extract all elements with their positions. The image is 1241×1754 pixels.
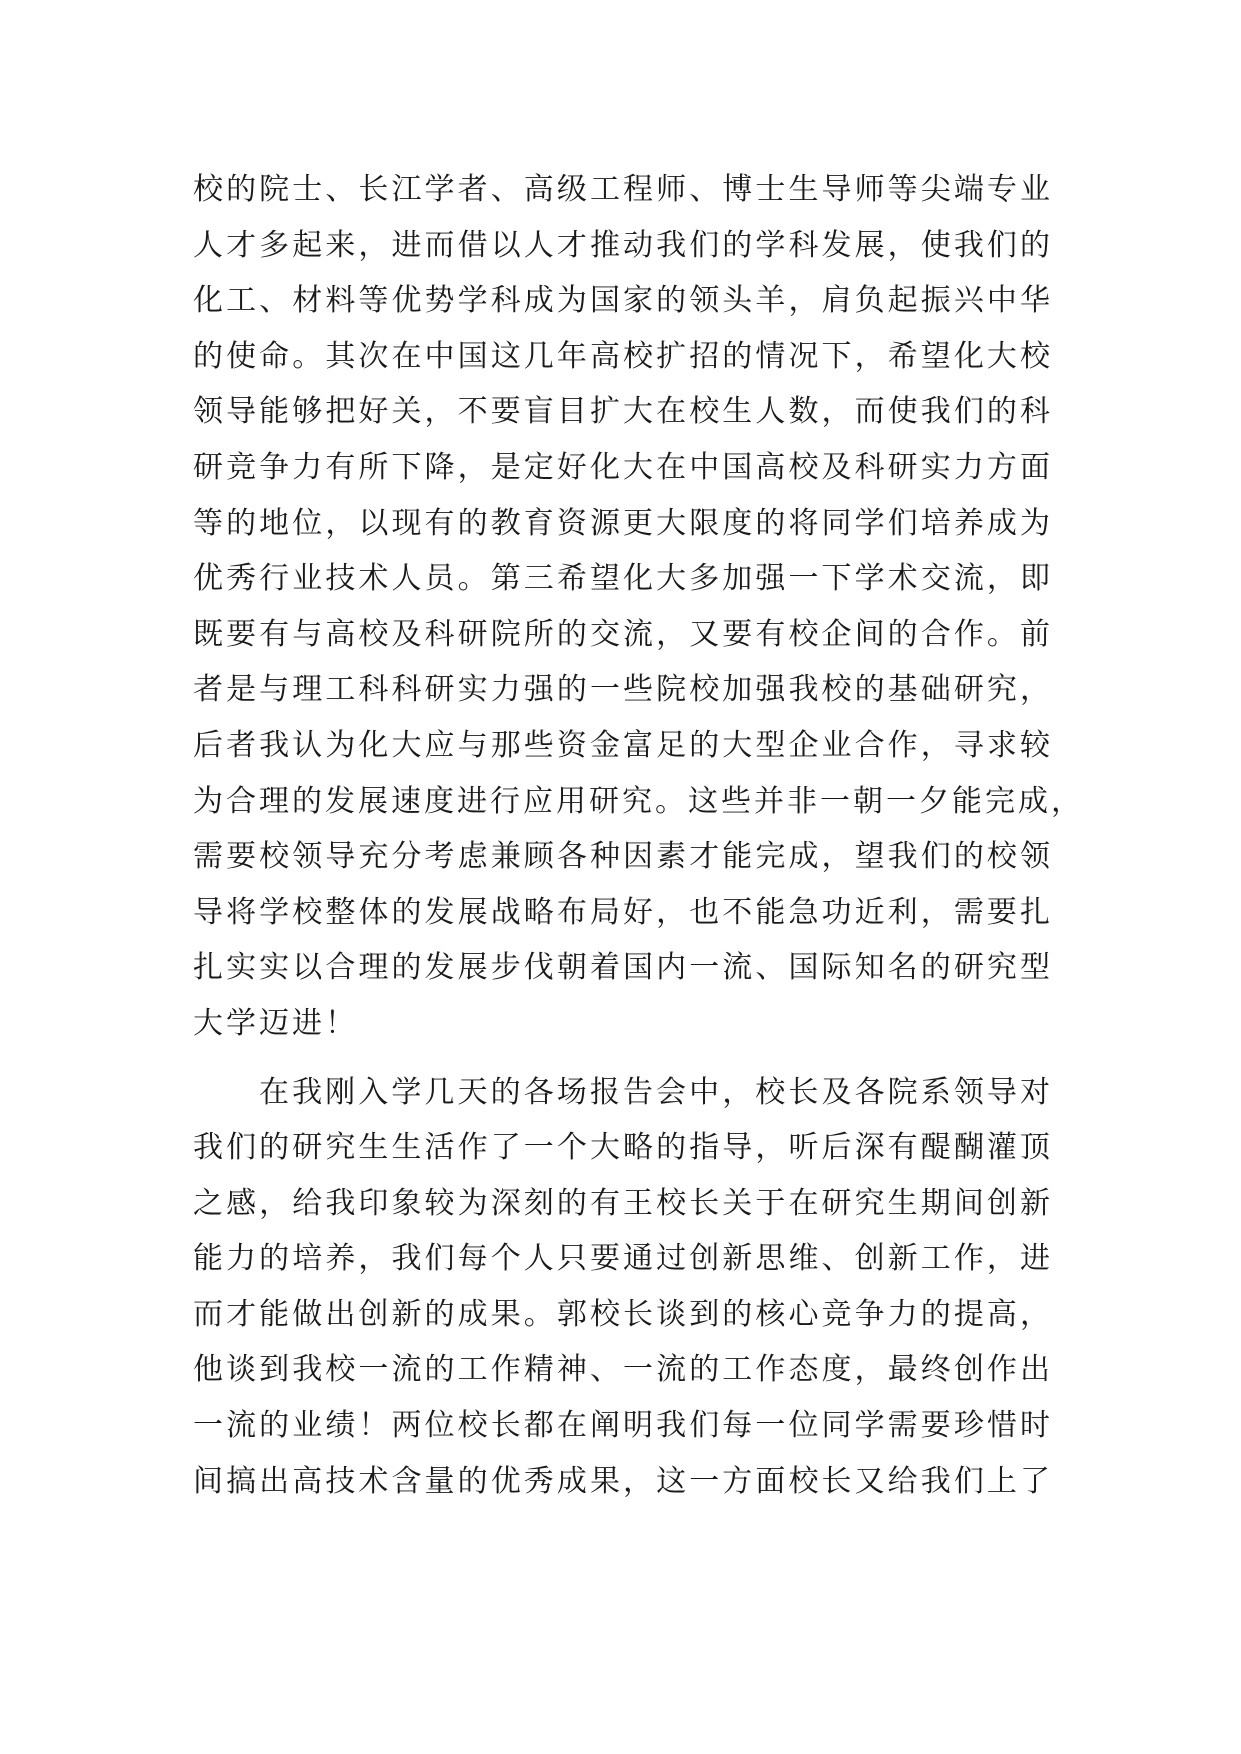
text-line: 研竞争力有所下降，是定好化大在中国高校及科研实力方面 [193,449,1053,485]
text-line: 后者我认为化大应与那些资金富足的大型企业合作，寻求较 [193,727,1053,763]
text-line: 一流的业绩！两位校长都在阐明我们每一位同学需要珍惜时 [193,1408,1053,1444]
text-line: 之感，给我印象较为深刻的有王校长关于在研究生期间创新 [193,1185,1053,1221]
text-line: 在我刚入学几天的各场报告会中，校长及各院系领导对 [259,1074,1053,1110]
text-line: 等的地位，以现有的教育资源更大限度的将同学们培养成为 [193,505,1053,541]
text-line: 既要有与高校及科研院所的交流，又要有校企间的合作。前 [193,616,1053,652]
text-line: 优秀行业技术人员。第三希望化大多加强一下学术交流，即 [193,561,1053,597]
text-line: 扎实实以合理的发展步伐朝着国内一流、国际知名的研究型 [193,950,1053,986]
text-line: 的使命。其次在中国这几年高校扩招的情况下，希望化大校 [193,338,1053,374]
paragraph-gap [193,1052,1053,1065]
text-line: 需要校领导充分考虑兼顾各种因素才能完成，望我们的校领 [193,839,1053,875]
text-line: 校的院士、长江学者、高级工程师、博士生导师等尖端专业 [193,172,1053,207]
text-line: 间搞出高技术含量的优秀成果，这一方面校长又给我们上了 [193,1463,1053,1499]
text-line: 化工、材料等优势学科成为国家的领头羊，肩负起振兴中华 [193,283,1053,319]
text-line: 为合理的发展速度进行应用研究。这些并非一朝一夕能完成， [193,783,1084,819]
paragraph-1 [193,162,1084,1052]
text-line: 我们的研究生生活作了一个大略的指导，听后深有醍醐灌顶 [193,1130,1053,1166]
text-line: 而才能做出创新的成果。郭校长谈到的核心竞争力的提高， [193,1296,1053,1332]
body-text [193,162,1084,1509]
text-line: 人才多起来，进而借以人才推动我们的学科发展，使我们的 [193,227,1053,263]
text-line: 领导能够把好关，不要盲目扩大在校生人数，而使我们的科 [193,394,1053,430]
text-line: 者是与理工科科研实力强的一些院校加强我校的基础研究， [193,672,1053,708]
text-line: 导将学校整体的发展战略布局好，也不能急功近利，需要扎 [193,894,1053,930]
text-line: 他谈到我校一流的工作精神、一流的工作态度，最终创作出 [193,1352,1053,1388]
paragraph-2 [193,1065,1053,1510]
text-line: 能力的培养，我们每个人只要通过创新思维、创新工作，进 [193,1241,1053,1277]
text-line: 大学迈进！ [193,1005,358,1041]
